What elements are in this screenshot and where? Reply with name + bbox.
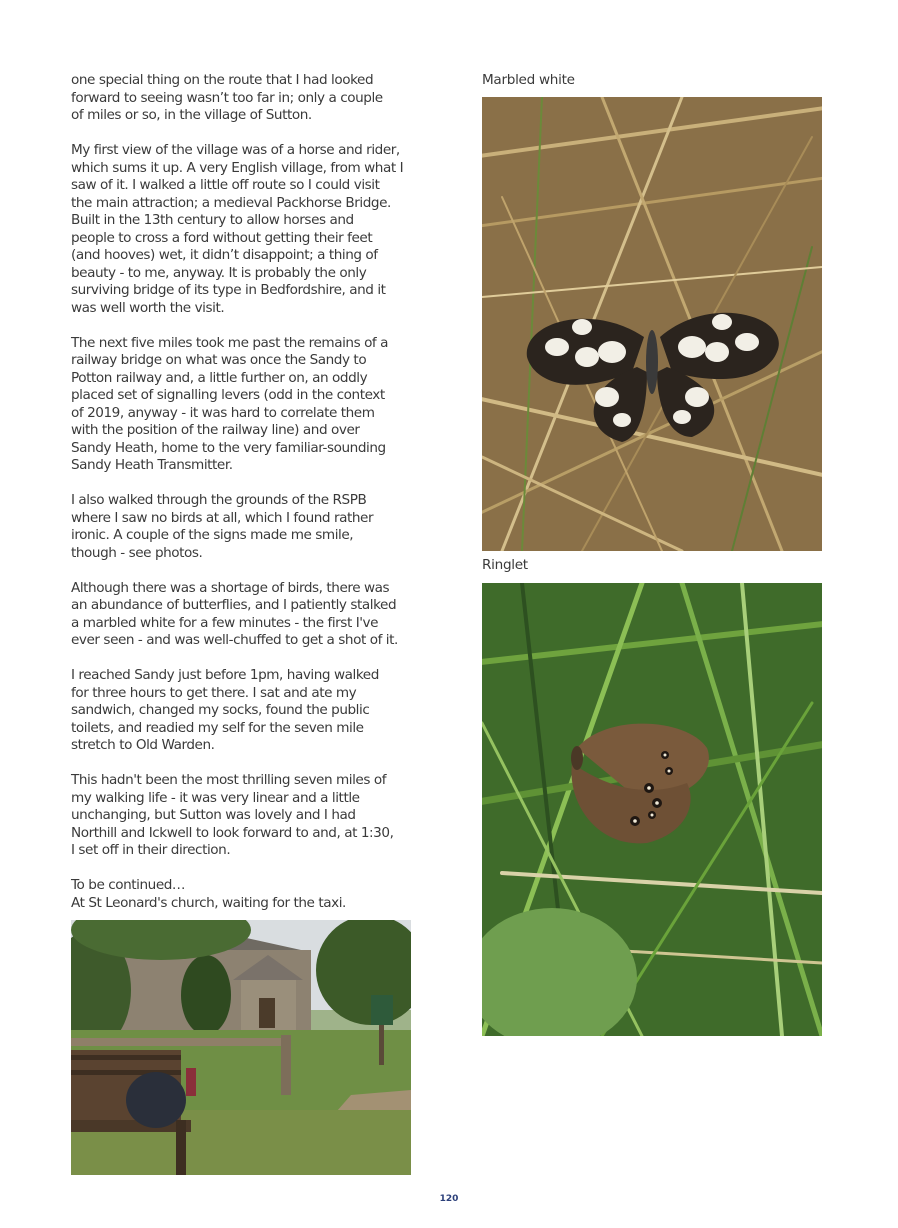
ringlet-photo xyxy=(482,583,822,1036)
paragraph-7: This hadn't been the most thrilling seven miles of my walking life - it was very linear and a little unchanging, but Sutton was lovely and I had Northill and Ickwell to look forward to and, at 1:30, I set off in their direction. xyxy=(71,772,394,858)
paragraph-6: I reached Sandy just before 1pm, having walked for three hours to get there. I sat and ate my sandwich, changed my socks, found the public toilets, and readied my self for the seven mile stretch to Old Warden. xyxy=(71,667,379,753)
paragraph-1: one special thing on the route that I had looked forward to seeing wasn’t too far in; only a couple of miles or so, in the village of Sutton. xyxy=(71,72,383,123)
ringlet-caption: Ringlet xyxy=(482,557,528,573)
paragraph-3: The next five miles took me past the remains of a railway bridge on what was once the Sandy to Potton railway and, a little further on, an oddly placed set of signalling levers (odd in the context of 2019, anyway - it was hard to correlate them with the position of the railway line) and over Sandy Heath, home to the very familiar-sounding Sandy Heath Transmitter. xyxy=(71,334,389,473)
paragraph-5: Although there was a shortage of birds, there was an abundance of butterflies, and I patiently stalked a marbled white for a few minutes - the first I've ever seen - and was well-chuffed to get a shot of it. xyxy=(71,579,398,648)
article-column xyxy=(71,72,416,912)
marbled-white-caption: Marbled white xyxy=(482,72,575,88)
church-photo xyxy=(71,920,411,1175)
page-number: 120 xyxy=(439,1194,459,1204)
paragraph-2: My first view of the village was of a horse and rider, which sums it up. A very English village, from what I saw of it. I walked a little off route so I could visit the main attraction; a medieval Packhorse Bridge. Built in the 13th century to allow horses and people to cross a ford without getting their feet (and hooves) wet, it didn’t disappoint; a thing of beauty - to me, anyway. It is probably the only surviving bridge of its type in Bedfordshire, and it was well worth the visit. xyxy=(71,142,404,316)
church-photo-caption: At St Leonard's church, waiting for the taxi. xyxy=(71,894,346,911)
marbled-white-photo xyxy=(482,97,822,551)
paragraph-4: I also walked through the grounds of the RSPB where I saw no birds at all, which I found rather ironic. A couple of the signs made me smile, though - see photos. xyxy=(71,492,374,561)
closing-line: To be continued… xyxy=(71,877,186,893)
